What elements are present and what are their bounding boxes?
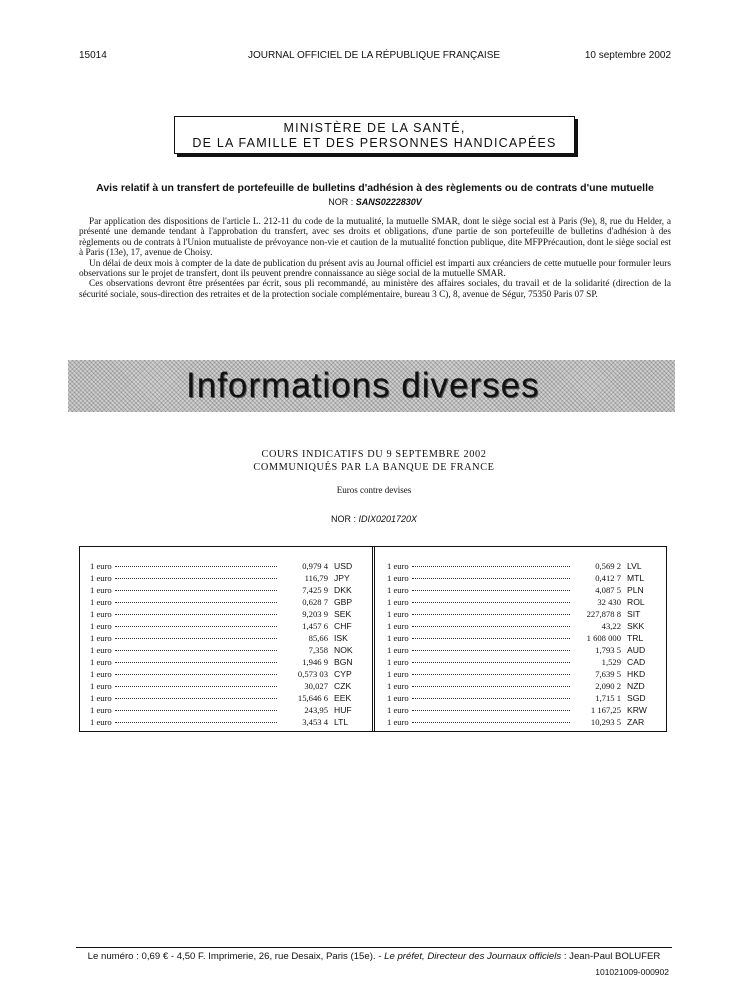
rate-value: 4,087 5 [595,585,621,595]
rate-label: 1 euro [90,621,112,631]
rate-label: 1 euro [90,693,112,703]
rate-row [387,609,655,621]
rate-label: 1 euro [90,633,112,643]
nor-label: NOR : [328,197,354,207]
rate-value: 1,715 1 [595,693,621,703]
rates-heading-line-1: COURS INDICATIFS DU 9 SEPTEMBRE 2002 [261,449,487,460]
footer-code: 101021009-000902 [595,967,669,977]
currency-code: ISK [334,633,348,643]
rate-value: 7,425 9 [302,585,328,595]
issue-date: 10 septembre 2002 [584,50,671,61]
rate-label: 1 euro [387,693,409,703]
rate-row [387,717,655,729]
currency-code: ROL [627,597,645,607]
dot-leader [115,626,277,627]
rate-value: 15,646 6 [297,693,328,703]
rate-row [90,657,362,669]
rate-label: 1 euro [387,573,409,583]
nor-code: IDIX0201720X [358,514,418,524]
ministry-box [174,116,575,154]
rate-row [387,597,655,609]
rate-row [90,609,362,621]
currency-code: LTL [334,717,349,727]
rate-row [90,669,362,681]
dot-leader [115,578,277,579]
rate-value: 3,453 4 [302,717,328,727]
rate-label: 1 euro [90,585,112,595]
rate-label: 1 euro [387,717,409,727]
rate-value: 1,793 5 [595,645,621,655]
rate-row [387,561,655,573]
currency-code: USD [334,561,353,571]
dot-leader [412,674,570,675]
rate-label: 1 euro [90,573,112,583]
rate-value: 7,639 5 [595,669,621,679]
currency-code: AUD [627,645,646,655]
dot-leader [115,638,277,639]
rate-row [90,597,362,609]
rate-row [90,693,362,705]
dot-leader [115,710,277,711]
dot-leader [412,710,570,711]
rate-value: 0,573 03 [297,669,328,679]
notice-nor [79,197,671,207]
rates-column-left [90,561,362,729]
rate-label: 1 euro [387,657,409,667]
currency-code: ZAR [627,717,645,727]
dot-leader [412,578,570,579]
ministry-line-1: MINISTÈRE DE LA SANTÉ, [283,121,466,135]
rate-row [387,681,655,693]
footer-rule [76,947,672,948]
rate-value: 43,22 [601,621,621,631]
rate-value: 32 430 [597,597,621,607]
rate-row [90,705,362,717]
currency-code: SGD [627,693,646,703]
rate-value: 0,979 4 [302,561,328,571]
currency-code: GBP [334,597,353,607]
rate-label: 1 euro [387,561,409,571]
rates-subtitle: Euros contre devises [336,485,412,495]
ministry-line-2: DE LA FAMILLE ET DES PERSONNES HANDICAPÉES [192,136,557,150]
currency-code: SKK [627,621,645,631]
rates-nor [0,514,748,524]
rate-label: 1 euro [90,657,112,667]
footer-line [76,951,672,962]
rate-label: 1 euro [90,705,112,715]
column-divider [372,546,375,732]
dot-leader [115,614,277,615]
currency-code: SIT [627,609,641,619]
currency-code: EEK [334,693,352,703]
rate-label: 1 euro [387,633,409,643]
dot-leader [115,674,277,675]
rates-heading-line-2: COMMUNIQUÉS PAR LA BANQUE DE FRANCE [253,462,495,473]
rate-row [387,573,655,585]
dot-leader [412,566,570,567]
dot-leader [115,602,277,603]
dot-leader [115,662,277,663]
rate-label: 1 euro [90,717,112,727]
currency-code: BGN [334,657,353,667]
rate-row [90,633,362,645]
rate-row [90,585,362,597]
rate-row [90,681,362,693]
footer-director-name: : Jean-Paul BOLUFER [563,951,661,962]
rate-row [90,573,362,585]
notice-paragraph: Par application des dispositions de l'article L. 212-11 du code de la mutualité, la mutuelle SMAR, dont le siège social est à Paris (9e), 8, rue du Helder, a présenté une demande tendant à l'approbation du transfert, avec ses droits et obligations, d'une partie de son portefeuille de bulletins d'adhésion à des règlements ou de contrats à l'Union mutualiste de prévoyance non-vie et caution de la mutualité fonction publique, dite MFPPrécaution, dont le siège social est à Paris (13e), 17, avenue de Choisy. [79,217,671,259]
rate-row [90,645,362,657]
dot-leader [115,650,277,651]
rate-row [387,633,655,645]
currency-code: CZK [334,681,352,691]
dot-leader [412,614,570,615]
rate-value: 0,412 7 [595,573,621,583]
rate-row [387,657,655,669]
rate-value: 243,95 [304,705,328,715]
rate-row [90,561,362,573]
footer-director-title: Le préfet, Directeur des Journaux officiels [384,951,562,962]
notice-paragraph: Ces observations devront être présentées par écrit, sous pli recommandé, au ministère des affaires sociales, du travail et de la solidarité (direction de la sécurité sociale, sous-direction des retraites et de la protection sociale complémentaire, bureau 3 C), 8, avenue de Ségur, 75350 Paris 07 SP. [79,279,671,300]
dot-leader [412,722,570,723]
dot-leader [412,626,570,627]
dot-leader [412,686,570,687]
section-banner [68,360,675,412]
currency-code: JPY [334,573,350,583]
rate-value: 0,628 7 [302,597,328,607]
rate-label: 1 euro [90,645,112,655]
rate-row [387,585,655,597]
notice-paragraph: Un délai de deux mois à compter de la date de publication du présent avis au Journal officiel est imparti aux créanciers de cette mutuelle pour formuler leurs observations sur le projet de transfert, dont ils peuvent prendre connaissance au siège social de la mutuelle SMAR. [79,258,671,280]
nor-code: SANS0222830V [355,197,422,207]
currency-code: NOK [334,645,353,655]
rate-label: 1 euro [387,645,409,655]
dot-leader [412,590,570,591]
currency-code: HKD [627,669,646,679]
rates-column-right [387,561,655,729]
rate-value: 30,027 [304,681,328,691]
dot-leader [412,602,570,603]
currency-code: LVL [627,561,642,571]
dot-leader [115,722,277,723]
rate-label: 1 euro [387,597,409,607]
currency-code: CHF [334,621,352,631]
rate-label: 1 euro [90,561,112,571]
rate-label: 1 euro [90,681,112,691]
rate-label: 1 euro [387,705,409,715]
rate-row [387,693,655,705]
rate-value: 1,946 9 [302,657,328,667]
rates-heading [0,448,748,474]
currency-code: DKK [334,585,352,595]
dot-leader [412,638,570,639]
currency-code: KRW [627,705,647,715]
footer-price: Le numéro : 0,69 € - 4,50 F. Imprimerie, 26, rue Desaix, Paris (15e). - [87,951,382,962]
rate-value: 0,569 2 [595,561,621,571]
rate-label: 1 euro [90,669,112,679]
rate-value: 1,457 6 [302,621,328,631]
dot-leader [412,650,570,651]
rate-label: 1 euro [90,609,112,619]
dot-leader [115,686,277,687]
rate-label: 1 euro [387,681,409,691]
currency-code: PLN [627,585,644,595]
rate-row [387,645,655,657]
notice-title: Avis relatif à un transfert de portefeuille de bulletins d'adhésion à des règlements ou de contrats d'une mutuelle [96,182,654,194]
dot-leader [412,698,570,699]
rate-label: 1 euro [387,621,409,631]
currency-code: NZD [627,681,645,691]
rate-value: 85,66 [308,633,328,643]
dot-leader [412,662,570,663]
dot-leader [115,566,277,567]
rate-row [387,669,655,681]
rate-row [387,621,655,633]
nor-label: NOR : [330,514,356,524]
rate-value: 7,358 [308,645,328,655]
currency-code: MTL [627,573,645,583]
notice-body [79,217,671,300]
rate-value: 1 167,25 [590,705,621,715]
rate-value: 9,203 9 [302,609,328,619]
rate-value: 227,878 8 [586,609,621,619]
dot-leader [115,698,277,699]
rate-label: 1 euro [387,669,409,679]
currency-code: HUF [334,705,352,715]
rate-label: 1 euro [387,609,409,619]
rate-row [387,705,655,717]
rate-row [90,717,362,729]
page-number: 15014 [79,50,107,61]
rate-label: 1 euro [387,585,409,595]
rate-value: 116,79 [304,573,328,583]
rate-value: 1 608 000 [586,633,621,643]
journal-title: JOURNAL OFFICIEL DE LA RÉPUBLIQUE FRANÇAISE [247,50,501,61]
rate-row [90,621,362,633]
rate-value: 1,529 [601,657,621,667]
currency-code: TRL [627,633,644,643]
currency-code: CYP [334,669,352,679]
banner-title: Informations diverses [186,366,540,405]
rate-value: 2,090 2 [595,681,621,691]
currency-code: SEK [334,609,352,619]
dot-leader [115,590,277,591]
currency-code: CAD [627,657,646,667]
rate-label: 1 euro [90,597,112,607]
rate-value: 10,293 5 [590,717,621,727]
